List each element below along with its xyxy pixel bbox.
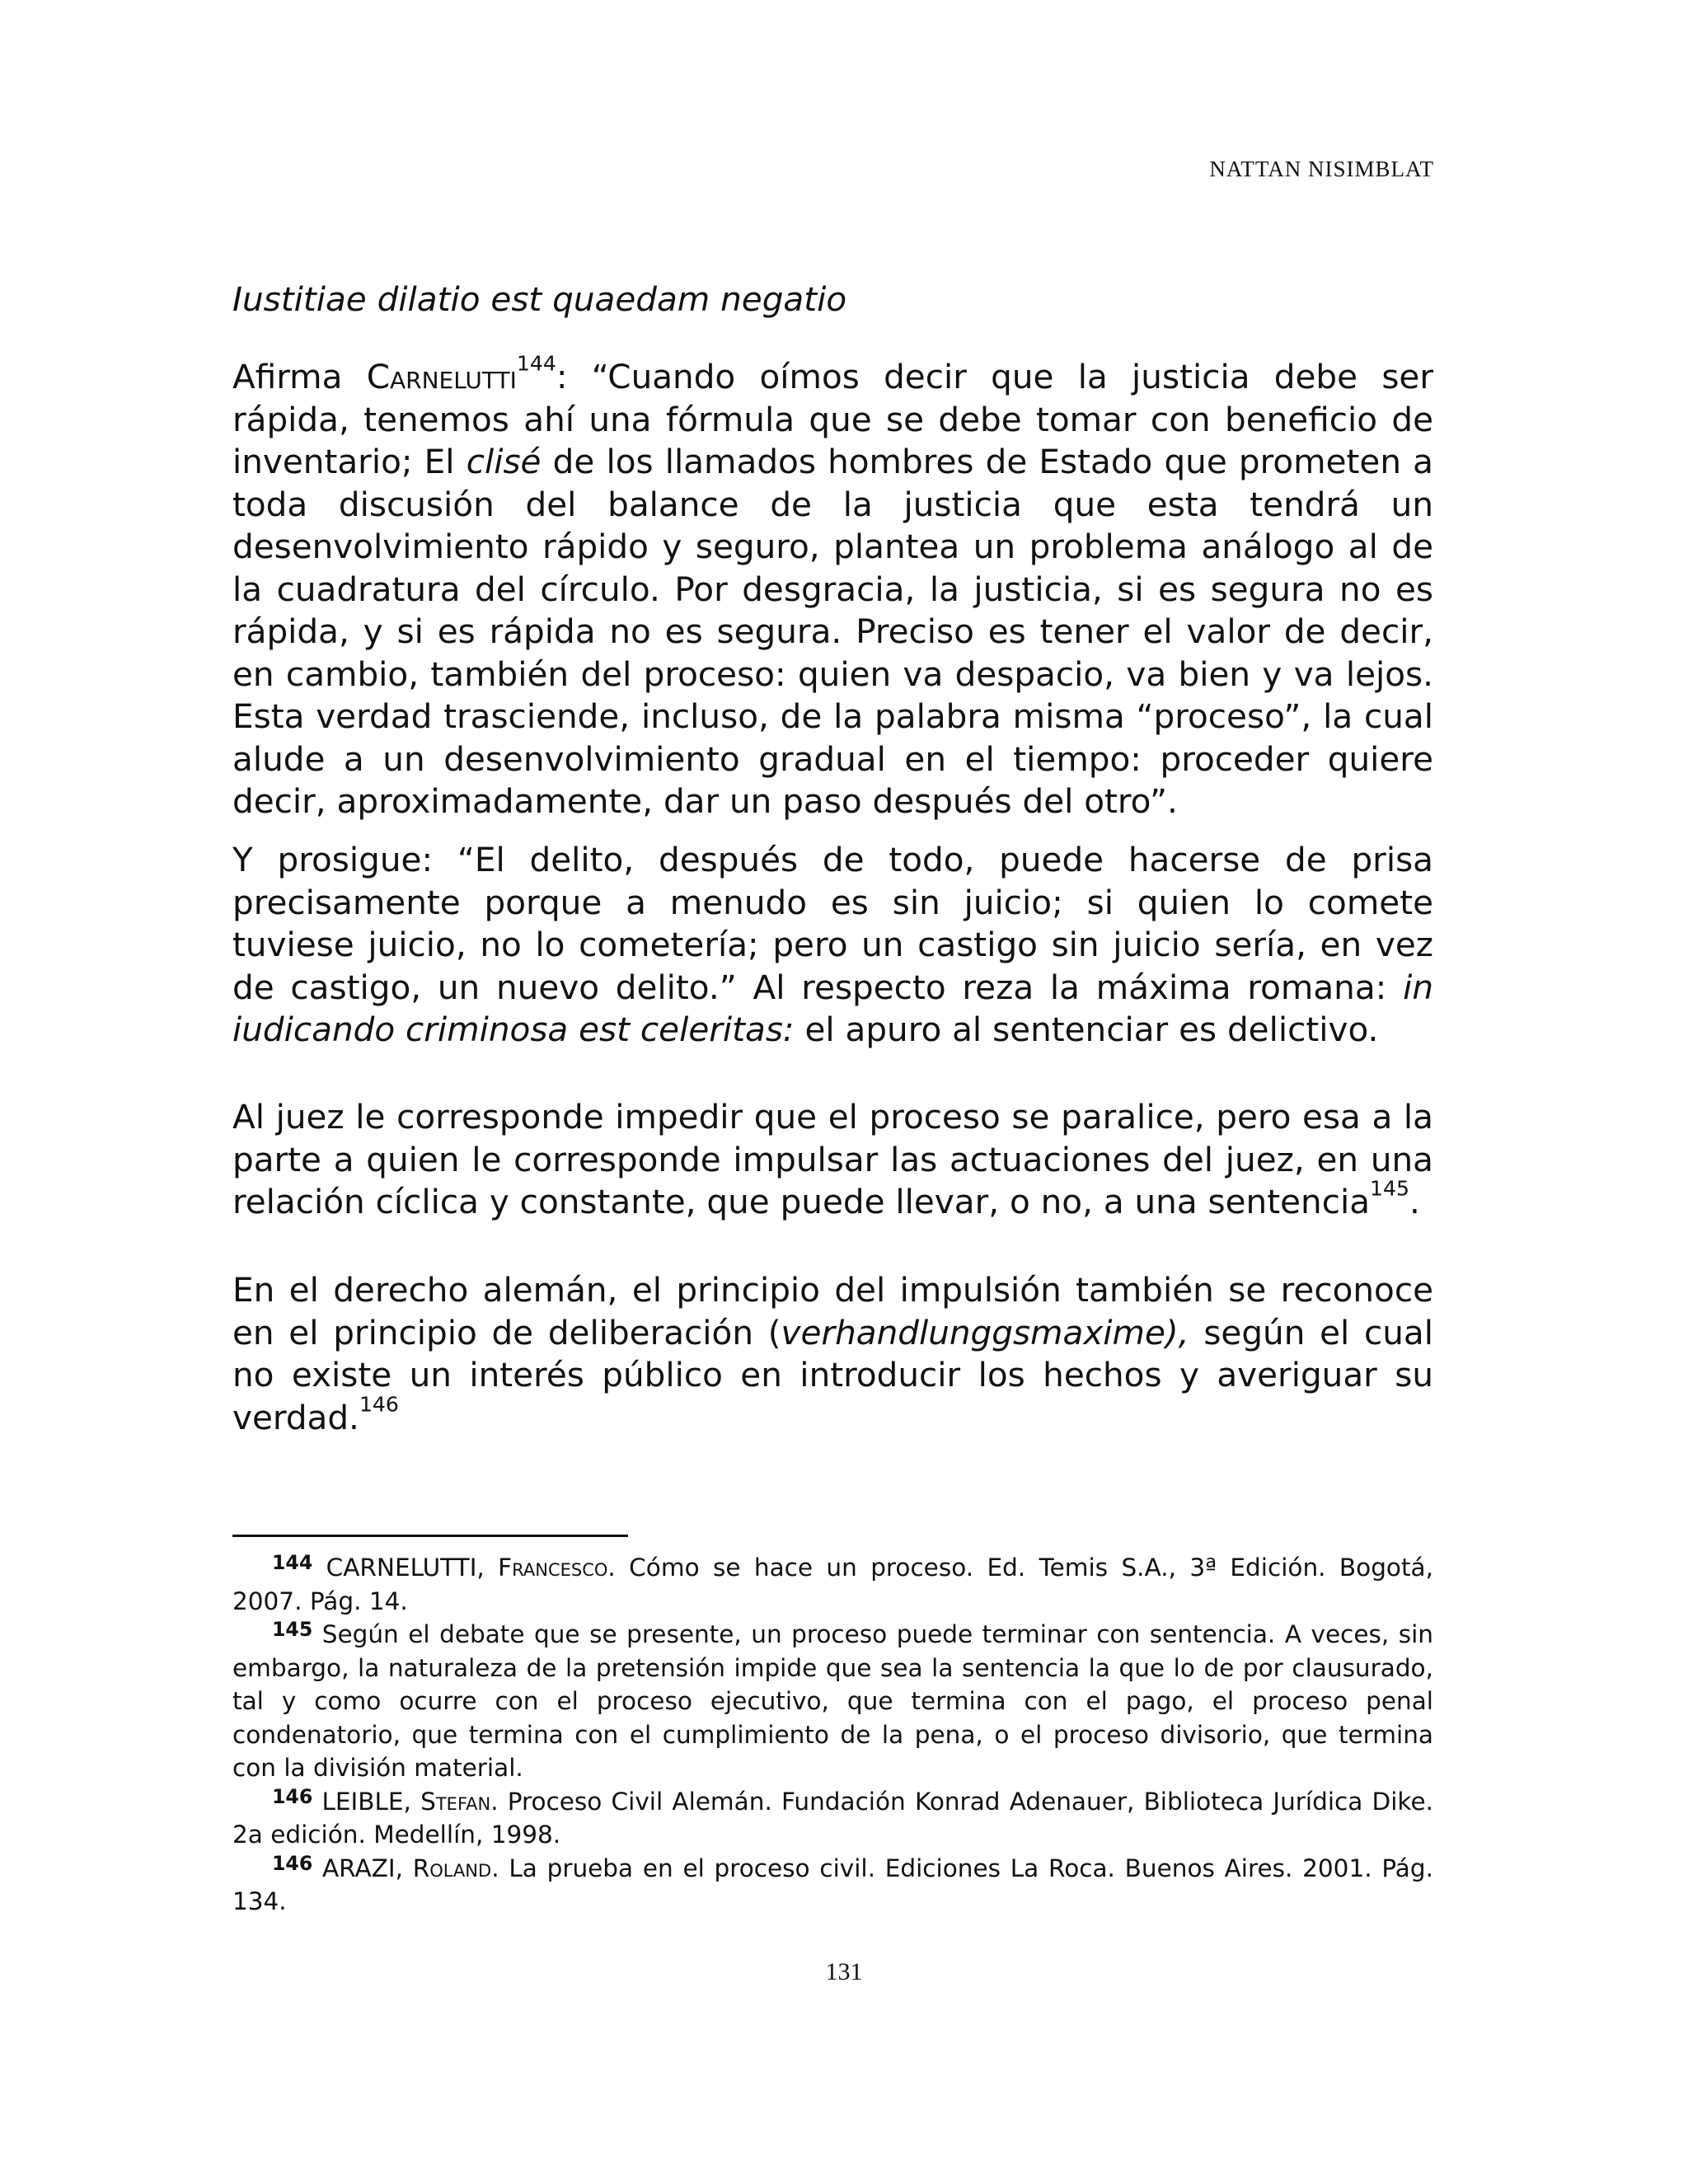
author-first-name: Roland [412, 1854, 492, 1882]
footnotes [232, 1551, 1433, 1919]
footnote-144 [232, 1551, 1433, 1618]
text: según el cual no existe un interés público en introducir los hechos y averiguar su verdad. [232, 1312, 1434, 1437]
footnote-mark: 145 [272, 1617, 313, 1641]
text: Afirma [232, 357, 367, 396]
footnote-146 [232, 1785, 1433, 1852]
paragraph-prosigue [232, 839, 1433, 1052]
footnote-mark: 146 [272, 1784, 313, 1808]
footnote-146b [232, 1852, 1433, 1919]
author-first-name: Stefan [420, 1787, 491, 1816]
footnote-145 [232, 1618, 1433, 1785]
footnote-mark: 146 [272, 1851, 313, 1875]
footnote-divider [232, 1535, 628, 1537]
footnote-mark: 144 [272, 1550, 313, 1574]
text: Y prosigue: “El delito, después de todo, puede hacerse de prisa precisamente porque a menudo es sin juicio; si quien lo comete tuviese juicio, no lo cometería; pero un castigo sin juicio sería, en vez de castigo, un nuevo delito.” Al respecto reza la máxima romana: [232, 840, 1433, 1007]
text: el apuro al sentenciar es delictivo. [794, 1010, 1379, 1049]
text: Según el debate que se presente, un proceso puede terminar con sentencia. A veces, sin embargo, la naturaleza de la pretensión impide que sea la sentencia la que lo de por clausurado, tal y como ocurre con el proceso ejecutivo, que termina con el pago, el proceso penal condenatorio, que termina con el cumplimiento de la pena, o el proceso divisorio, que termina con la división material. [232, 1620, 1433, 1782]
paragraph-carnelutti-quote [232, 351, 1433, 823]
text: de los llamados hombres de Estado que prometen a toda discusión del balance de la justicia que esta tendrá un desenvolvimiento rápido y seguro, plantea un problema análogo al de la cuadratura del círculo. Por desgracia, la justicia, si es segura no es rápida, y si es rápida no es segura. Preciso es tener el valor de decir, en cambio, también del proceso: quien va despacio, va bien y va lejos. Esta verdad trasciende, incluso, de la palabra misma “proceso”, la cual alude a un desenvolvimiento gradual en el tiempo: proceder quiere decir, aproximadamente, dar un paso después del otro”. [232, 442, 1433, 821]
footnote-ref: 145 [1370, 1176, 1409, 1201]
running-header: NATTAN NISIMBLAT [1209, 157, 1434, 181]
author-first-name: Francesco [498, 1554, 608, 1582]
text: Al juez le corresponde impedir que el proceso se paralice, pero esa a la parte a quien le corresponde impulsar las actuaciones del juez, en una relación cíclica y constante, que puede llevar, o no, a una sentencia [232, 1097, 1433, 1221]
text: : “Cuando oímos decir que la justicia debe ser rápida, tenemos ahí una fórmula que se debe tomar con beneficio de inventario; El [232, 357, 1433, 481]
text: En el derecho alemán, el principio del impulsión también se reconoce en el principio de deliberación ( [232, 1270, 1433, 1352]
footnote-ref: 144 [516, 351, 556, 376]
text: . Proceso Civil Alemán. Fundación Konrad Adenauer, Biblioteca Jurídica Dike. 2a edición. Medellín, 1998. [232, 1787, 1433, 1849]
text: LEIBLE, [312, 1787, 421, 1816]
text: ARAZI, [312, 1854, 413, 1882]
italic-term: clisé [466, 442, 542, 481]
italic-term: verhandlunggsmaxime), [781, 1312, 1189, 1352]
author-name: Carnelutti [366, 357, 517, 396]
text: . Cómo se hace un proceso. Ed. Temis S.A., 3ª Edición. Bogotá, 2007. Pág. 14. [232, 1554, 1433, 1615]
section-heading: Iustitiae dilatio est quaedam negatio [232, 279, 847, 319]
paragraph-juez [232, 1096, 1433, 1224]
latin-maxim: in iudicando criminosa est celeritas: [232, 967, 1433, 1049]
paragraph-derecho-aleman [232, 1269, 1433, 1439]
text: . [1409, 1182, 1420, 1221]
text: . La prueba en el proceso civil. Ediciones La Roca. Buenos Aires. 2001. Pág. 134. [232, 1854, 1433, 1915]
page-number: 131 [825, 1958, 863, 1985]
text: CARNELUTTI, [326, 1554, 499, 1582]
footnote-ref: 146 [359, 1392, 399, 1417]
